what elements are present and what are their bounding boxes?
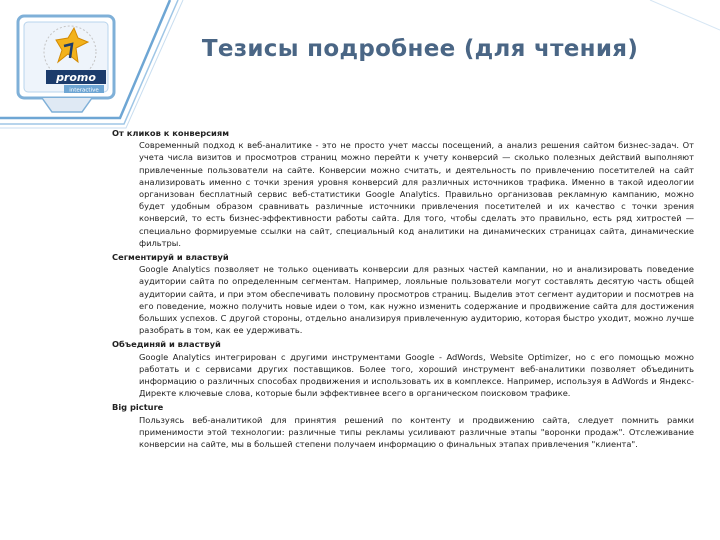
section-from-clicks-to-conversions (112, 127, 694, 249)
section-text: Google Analytics позволяет не только оценивать конверсии для разных частей кампании, но и анализировать поведение аудитории сайта по определенным сегментам. Например, лояльные пользователи могут составлять десятую часть общей аудитории сайта, и при этом обеспечивать половину просмотров страниц. Выделив этот сегмент аудитории и посмотрев на его поведение, можно получить новые идеи о том, как нужно изменить содержание и продвижение сайта для достижения больших успехов. С другой стороны, отдельно анализируя привлеченную аудиторию, которая быстро уходит, можно лучше разобрать в том, как ее удерживать. (139, 264, 694, 336)
section-unite-and-rule (112, 338, 694, 399)
logo-badge: interactive (69, 87, 99, 94)
section-heading: Сегментируй и властвуй (112, 252, 229, 263)
slide-title: Тезисы подробнее (для чтения) (201, 36, 639, 62)
section-text: Google Analytics интегрирован с другими инструментами Google - AdWords, Website Optimizer, но с его помощью можно работать и с сервисами других поставщиков. Более того, хороший инструмент веб-аналитики позволяет объединить информацию о различных способах продвижения и использовать их в комплексе. Например, используя в AdWords и Яндекс-Директе ключевые слова, которые были эффективнее всего в органическом поисковом трафике. (139, 351, 694, 399)
section-segment-and-rule (112, 251, 694, 336)
section-heading: Big picture (112, 402, 164, 413)
section-text: Пользуясь веб-аналитикой для принятия решений по контенту и продвижению сайта, следует помнить рамки применимости этой технологии: различные типы рекламы усиливают различные этапы "воронки продаж". Отслеживание конверсии на сайте, мы в большей степени получаем информацию о финальных этапах привлечения "клиента". (139, 414, 694, 450)
section-heading: От кликов к конверсиям (112, 128, 229, 138)
slide-content (112, 127, 694, 452)
section-text: Современный подход к веб-аналитике - это не просто учет массы посещений, а анализ решения сайтом бизнес-задач. От учета числа визитов и просмотров страниц можно перейти к учету конверсий — сколько полезных действий выполняют привлеченные пользователи на сайте. Конверсии можно считать, и деятельность по привлечению посетителей на сайт анализировать именно с точки зрения уровня конверсий для различных источников трафика. Именно в такой идеологии организован бесплатный сервис веб-статистики Google Analytics. Правильно организовав рекламную кампанию, можно будет удобным образом сравнивать различные источники привлечения посетителей и их качество с точки зрения конверсий, то есть бизнес-эффективности работы сайта. Для того, чтобы сделать это правильно, есть ряд хитростей — специально формируемые ссылки на сайт, специальный код аналитики на динамических страницах сайта, динамические фильтры. (139, 140, 694, 248)
promo-logo (12, 8, 122, 118)
section-big-picture (112, 401, 694, 450)
section-heading: Объединяй и властвуй (112, 339, 221, 350)
logo-wordmark: promo (56, 71, 96, 84)
